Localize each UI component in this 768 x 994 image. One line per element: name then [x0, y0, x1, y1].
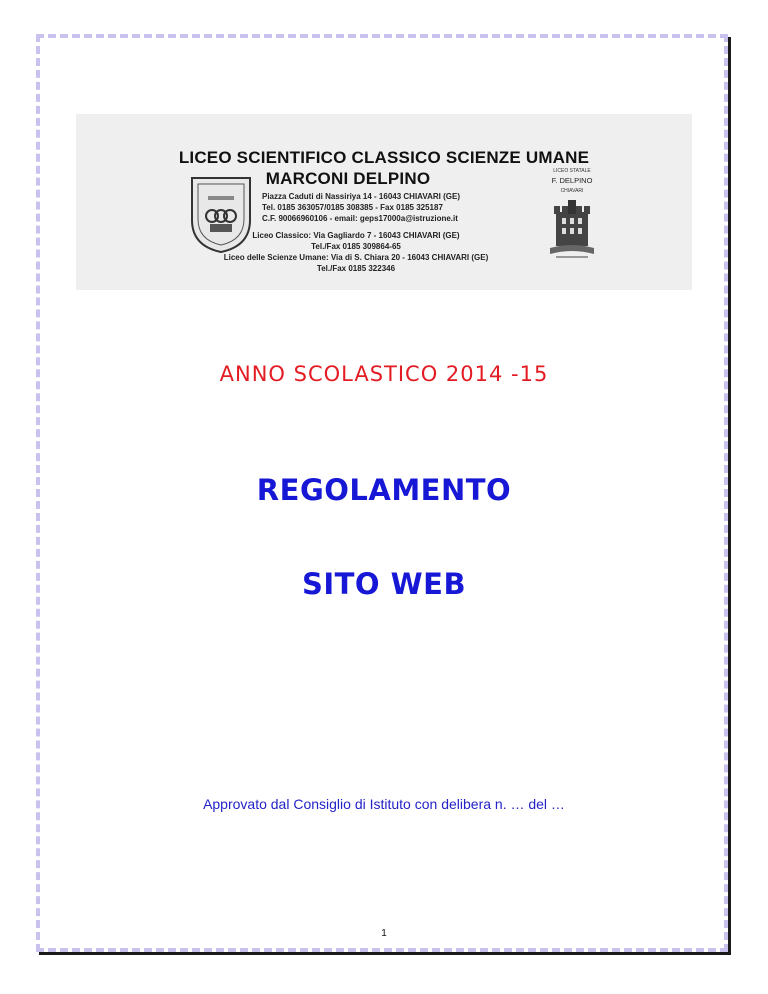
school-name: LICEO SCIENTIFICO CLASSICO SCIENZE UMANE: [178, 148, 590, 167]
scienze-umane-address: Liceo delle Scienze Umane: Via di S. Chiara 20 - 16043 CHIAVARI (GE): [223, 253, 489, 262]
classico-phone: Tel./Fax 0185 309864-65: [311, 242, 401, 251]
school-phone: Tel. 0185 363057/0185 308385 - Fax 0185 325187: [262, 203, 443, 212]
delpino-logo: [542, 168, 602, 264]
document-subtitle: SITO WEB: [301, 567, 467, 601]
school-address: Piazza Caduti di Nassiriya 14 - 16043 CHIAVARI (GE): [262, 192, 460, 201]
document-title: REGOLAMENTO: [256, 473, 512, 507]
castle-book-icon: [548, 198, 596, 260]
school-year: ANNO SCOLASTICO 2014 -15: [219, 362, 549, 386]
school-letterhead: [76, 114, 692, 290]
school-fiscal-email: C.F. 90066960106 - email: geps17000a@istruzione.it: [262, 214, 458, 223]
scienze-umane-phone: Tel./Fax 0185 322346: [316, 264, 396, 273]
approval-note: Approvato dal Consiglio di Istituto con delibera n. … del …: [203, 796, 565, 812]
delpino-city: CHIAVARI: [560, 188, 584, 194]
delpino-label: LICEO STATALE: [553, 168, 591, 174]
school-subname: MARCONI DELPINO: [265, 169, 431, 188]
page-number: 1: [381, 928, 387, 939]
classico-address: Liceo Classico: Via Gagliardo 7 - 16043 CHIAVARI (GE): [252, 231, 460, 240]
delpino-name: F. DELPINO: [551, 176, 593, 185]
